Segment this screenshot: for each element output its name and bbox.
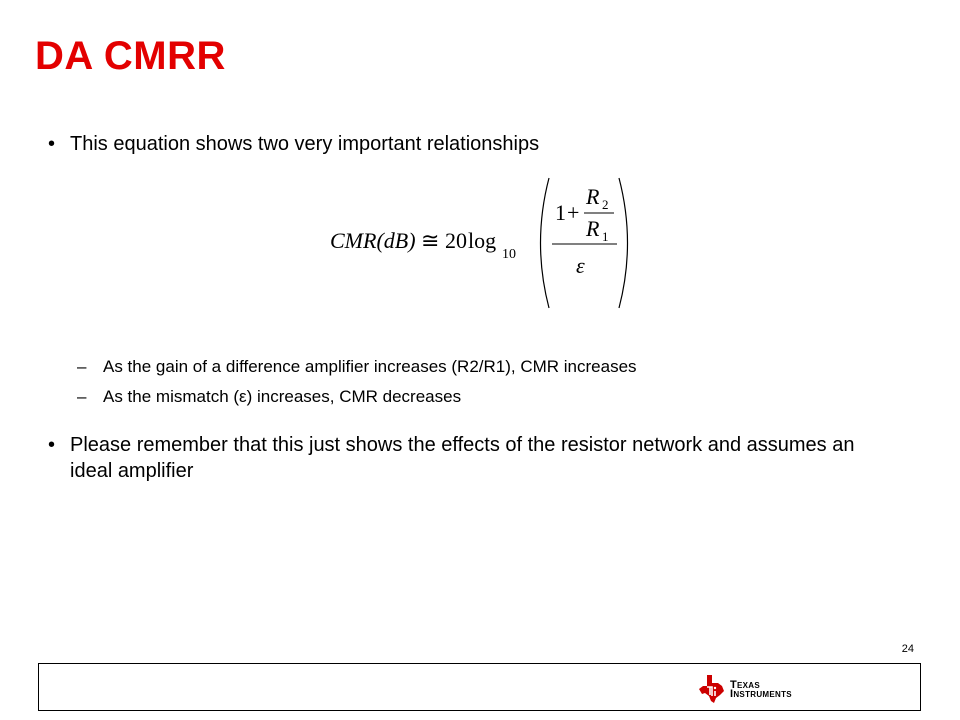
equation-coefficient: 20 <box>445 228 467 253</box>
sub-item-marker: – <box>77 357 87 376</box>
r1-symbol: R <box>586 216 600 241</box>
bullet-equation-intro <box>48 131 898 157</box>
footer-box <box>38 663 921 711</box>
r1-subscript: 1 <box>602 229 609 244</box>
sub-item-text: As the mismatch (ε) increases, CMR decreases <box>103 387 462 406</box>
ti-wordmark <box>730 681 792 699</box>
ti-wordmark-line-1: TEXAS <box>730 679 761 691</box>
bullet-marker: • <box>48 434 56 456</box>
ti-state-icon <box>698 674 726 704</box>
cmr-equation <box>320 172 640 314</box>
r2-subscript: 2 <box>602 197 609 212</box>
sub-item-text: As the gain of a difference amplifier increases (R2/R1), CMR increases <box>103 357 637 376</box>
equation-approx-sign: ≅ <box>421 228 440 253</box>
bullet-text: Please remember that this just shows the effects of the resistor network and assumes an ideal amplifier <box>70 434 855 482</box>
right-big-parenthesis <box>619 178 628 308</box>
bullet-resistor-network-note <box>48 432 898 484</box>
bullet-text: This equation shows two very important relationships <box>70 133 540 155</box>
texas-instruments-logo <box>698 674 838 704</box>
sub-item-gain <box>77 356 637 378</box>
epsilon-symbol: ε <box>576 253 585 278</box>
sub-item-marker: – <box>77 387 87 406</box>
r2-symbol: R <box>586 184 600 209</box>
numerator-one: 1 <box>555 200 566 225</box>
ti-wordmark-line-2: INSTRUMENTS <box>730 688 792 700</box>
left-big-parenthesis <box>541 178 550 308</box>
slide-title: DA CMRR <box>35 34 226 78</box>
sub-item-mismatch <box>77 386 461 408</box>
numerator-plus: + <box>567 200 580 225</box>
equation-log: log <box>468 228 497 253</box>
equation-log-base: 10 <box>502 247 516 262</box>
equation-lhs: CMR(dB) <box>330 228 416 253</box>
page-number: 24 <box>901 643 914 655</box>
bullet-marker: • <box>48 133 56 155</box>
